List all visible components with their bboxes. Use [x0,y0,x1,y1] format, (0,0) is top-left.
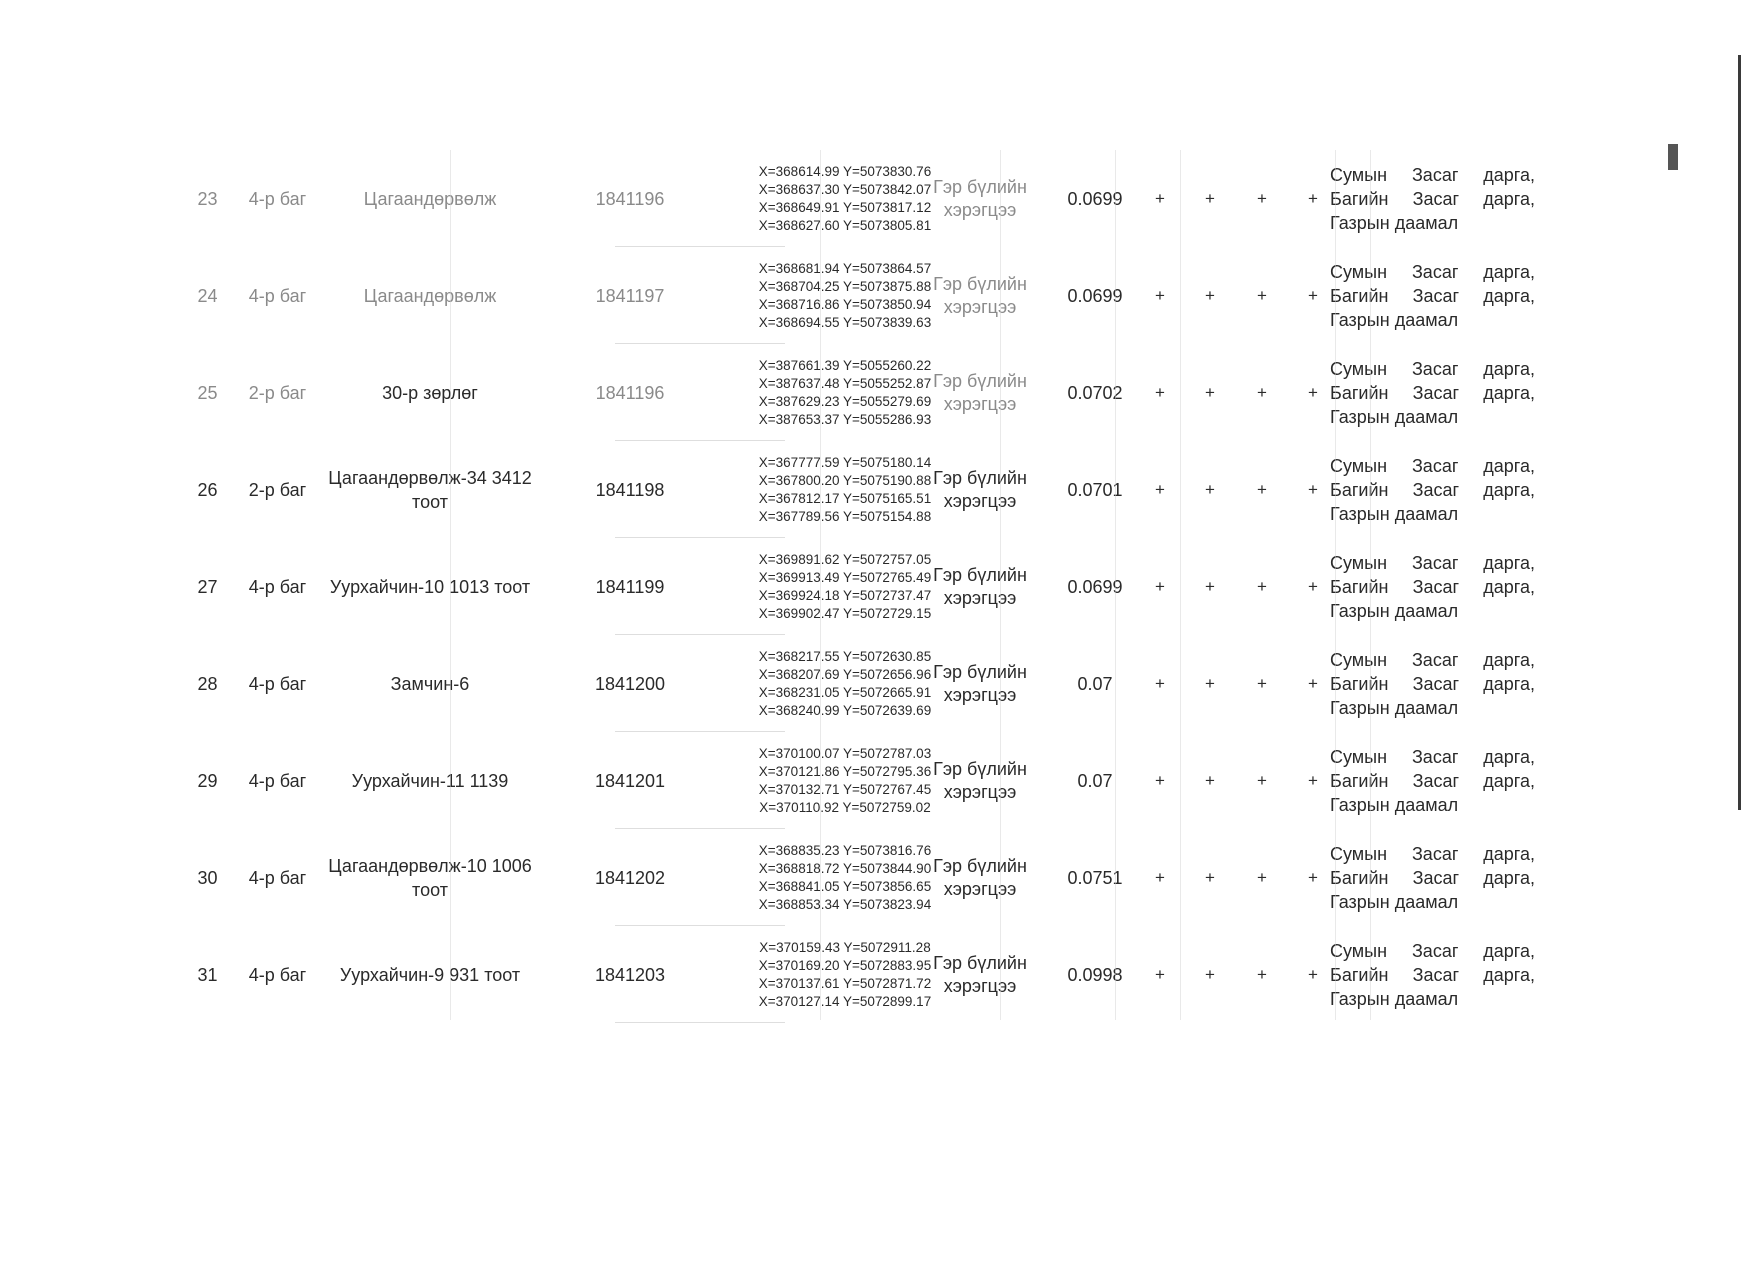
coordinate-line: X=368614.99 Y=5073830.76 [758,164,932,179]
responsible-word: дарга, [1483,674,1535,694]
purpose-cell: Гэр бүлийн хэрэгцээ [933,856,1027,899]
responsible-word: дарга, [1483,165,1535,185]
responsible-word: Багийн [1330,771,1389,791]
responsible-line [1330,187,1535,211]
location-name-cell: Цагаандөрвөлж-34 3412 тоот [328,468,532,512]
responsible-word: Газрын даамал [1330,213,1459,233]
responsible-word: Засаг [1412,189,1460,209]
responsible-word: Засаг [1411,359,1459,379]
table-row [185,635,1535,733]
purpose-cell: Гэр бүлийн хэрэгцээ [933,371,1027,414]
responsible-word: Газрын даамал [1330,407,1459,427]
coordinate-line: X=370121.86 Y=5072795.36 [758,764,932,779]
responsible-word: Засаг [1411,747,1459,767]
mark-cell-2: + [1205,286,1215,305]
responsible-line [1330,599,1535,623]
area-cell: 0.0701 [1067,479,1123,500]
responsible-line [1330,551,1535,575]
coordinate-line: X=387653.37 Y=5055286.93 [758,412,932,427]
responsible-line [1330,454,1535,478]
purpose-cell: Гэр бүлийн хэрэгцээ [933,759,1027,802]
coordinate-line: X=367800.20 Y=5075190.88 [758,473,932,488]
bag-cell: 4-р баг [248,964,307,985]
area-cell: 0.0702 [1067,382,1123,403]
responsible-word: Багийн [1330,480,1389,500]
bag-cell: 4-р баг [248,576,307,597]
column-divider [820,150,821,1020]
mark-cell-4: + [1308,480,1318,499]
responsible-cell [1330,150,1535,248]
responsible-word: дарга, [1483,286,1535,306]
responsible-word: Багийн [1330,189,1389,209]
mark-cell-3: + [1257,771,1267,790]
responsible-word: Багийн [1330,965,1389,985]
coordinate-line: X=367777.59 Y=5075180.14 [758,455,932,470]
responsible-cell [1330,538,1535,636]
responsible-word: дарга, [1483,650,1535,670]
row-number: 29 [197,770,218,791]
parcel-id-cell: 1841196 [595,188,665,209]
responsible-cell [1330,635,1535,733]
row-number: 24 [197,285,218,306]
location-name-cell: Цагаандөрвөлж [363,189,497,209]
responsible-line [1330,648,1535,672]
coordinate-line: X=369913.49 Y=5072765.49 [758,570,932,585]
mark-cell-4: + [1308,771,1318,790]
area-cell: 0.0998 [1067,964,1123,985]
responsible-word: Сумын [1330,941,1388,961]
table-row [185,926,1535,1024]
coordinate-line: X=368231.05 Y=5072665.91 [758,685,932,700]
location-name-cell: Замчин-6 [390,674,470,694]
row-number: 23 [197,188,218,209]
responsible-line [1330,308,1535,332]
responsible-word: Засаг [1412,383,1460,403]
table-row [185,150,1535,248]
mark-cell-1: + [1155,286,1165,305]
bag-cell: 4-р баг [248,285,307,306]
responsible-word: Засаг [1412,577,1460,597]
table-row [185,732,1535,830]
responsible-word: Засаг [1411,553,1459,573]
mark-cell-3: + [1257,674,1267,693]
coordinate-line: X=368649.91 Y=5073817.12 [758,200,932,215]
mark-cell-1: + [1155,868,1165,887]
mark-cell-3: + [1257,965,1267,984]
mark-cell-2: + [1205,771,1215,790]
responsible-word: Засаг [1412,286,1460,306]
responsible-word: Засаг [1411,844,1459,864]
column-divider [1000,150,1001,1020]
location-name-cell: Цагаандөрвөлж [363,286,497,306]
purpose-cell: Гэр бүлийн хэрэгцээ [933,177,1027,220]
responsible-word: Багийн [1330,286,1389,306]
responsible-word: Сумын [1330,747,1388,767]
mark-cell-2: + [1205,383,1215,402]
responsible-word: дарга, [1483,553,1535,573]
responsible-line [1330,672,1535,696]
coordinate-line: X=370100.07 Y=5072787.03 [758,746,932,761]
responsible-word: дарга, [1483,965,1535,985]
purpose-cell: Гэр бүлийн хэрэгцээ [933,274,1027,317]
row-number: 27 [197,576,218,597]
responsible-line [1330,866,1535,890]
responsible-word: Засаг [1412,771,1460,791]
responsible-word: Сумын [1330,844,1388,864]
responsible-word: дарга, [1483,262,1535,282]
responsible-word: Багийн [1330,383,1389,403]
parcel-id-cell: 1841201 [594,770,666,791]
responsible-word: Сумын [1330,650,1388,670]
area-cell: 0.0699 [1067,576,1123,597]
coordinate-line: X=367789.56 Y=5075154.88 [758,509,932,524]
responsible-line [1330,260,1535,284]
row-number: 31 [197,964,218,985]
coordinate-line: X=368835.23 Y=5073816.76 [758,843,932,858]
coordinate-line: X=368853.34 Y=5073823.94 [758,897,932,912]
coordinate-line: X=369902.47 Y=5072729.15 [758,606,932,621]
area-cell: 0.0751 [1067,867,1123,888]
responsible-cell [1330,926,1535,1024]
mark-cell-4: + [1308,383,1318,402]
responsible-word: Засаг [1412,674,1460,694]
responsible-line [1330,405,1535,429]
scan-edge-mark [1668,144,1678,170]
bag-cell: 4-р баг [248,673,307,694]
mark-cell-4: + [1308,286,1318,305]
coordinate-line: X=370169.20 Y=5072883.95 [758,958,932,973]
responsible-word: Газрын даамал [1330,601,1459,621]
parcel-id-cell: 1841199 [595,576,665,597]
responsible-word: Засаг [1412,480,1460,500]
responsible-word: Багийн [1330,868,1389,888]
responsible-word: Багийн [1330,674,1389,694]
responsible-cell [1330,732,1535,830]
column-divider [1335,150,1336,1020]
row-number: 28 [197,673,218,694]
coordinate-line: X=368627.60 Y=5073805.81 [758,218,932,233]
responsible-word: Газрын даамал [1330,698,1459,718]
mark-cell-1: + [1155,189,1165,208]
responsible-line [1330,357,1535,381]
row-number: 26 [197,479,218,500]
scan-edge-line [1738,55,1741,810]
column-divider [1180,150,1181,1020]
parcel-id-cell: 1841202 [594,867,666,888]
table-row [185,247,1535,345]
row-number: 25 [197,382,218,403]
responsible-cell [1330,441,1535,539]
coordinate-line: X=367812.17 Y=5075165.51 [758,491,932,506]
responsible-word: Сумын [1330,165,1388,185]
coordinate-line: X=387637.48 Y=5055252.87 [758,376,932,391]
responsible-cell [1330,247,1535,345]
mark-cell-4: + [1308,965,1318,984]
mark-cell-4: + [1308,868,1318,887]
area-cell: 0.0699 [1067,188,1123,209]
mark-cell-1: + [1155,965,1165,984]
responsible-word: Газрын даамал [1330,795,1459,815]
responsible-word: дарга, [1483,868,1535,888]
responsible-line [1330,793,1535,817]
responsible-word: Засаг [1411,650,1459,670]
table-row [185,344,1535,442]
responsible-word: дарга, [1483,771,1535,791]
coordinate-line: X=370132.71 Y=5072767.45 [758,782,932,797]
responsible-line [1330,381,1535,405]
mark-cell-4: + [1308,577,1318,596]
responsible-word: дарга, [1483,189,1535,209]
responsible-line [1330,575,1535,599]
bag-cell: 4-р баг [248,867,307,888]
coordinate-line: X=368637.30 Y=5073842.07 [758,182,932,197]
mark-cell-2: + [1205,577,1215,596]
responsible-line [1330,987,1535,1011]
coordinate-line: X=369891.62 Y=5072757.05 [758,552,932,567]
parcel-id-cell: 1841197 [595,285,665,306]
location-name-cell: 30-р зөрлөг [382,383,478,403]
mark-cell-1: + [1155,771,1165,790]
bag-cell: 4-р баг [248,770,307,791]
mark-cell-2: + [1205,674,1215,693]
bag-cell: 2-р баг [248,479,307,500]
coordinate-line: X=368681.94 Y=5073864.57 [758,261,932,276]
responsible-word: Газрын даамал [1330,892,1459,912]
purpose-cell: Гэр бүлийн хэрэгцээ [933,953,1027,996]
coordinate-line: X=387629.23 Y=5055279.69 [758,394,932,409]
table-row [185,441,1535,539]
responsible-word: дарга, [1483,941,1535,961]
area-cell: 0.07 [1077,770,1113,791]
coordinate-line: X=368207.69 Y=5072656.96 [758,667,932,682]
row-divider [615,1022,785,1023]
purpose-cell: Гэр бүлийн хэрэгцээ [933,662,1027,705]
mark-cell-2: + [1205,965,1215,984]
responsible-word: Сумын [1330,262,1388,282]
mark-cell-3: + [1257,286,1267,305]
purpose-cell: Гэр бүлийн хэрэгцээ [933,468,1027,511]
responsible-cell [1330,344,1535,442]
responsible-line [1330,963,1535,987]
responsible-line [1330,696,1535,720]
coordinate-line: X=368694.55 Y=5073839.63 [758,315,932,330]
responsible-line [1330,284,1535,308]
table-row [185,538,1535,636]
responsible-word: дарга, [1483,480,1535,500]
responsible-word: Газрын даамал [1330,310,1459,330]
coordinate-line: X=368240.99 Y=5072639.69 [758,703,932,718]
coordinate-line: X=370110.92 Y=5072759.02 [759,800,931,815]
responsible-word: Засаг [1411,456,1459,476]
parcel-id-cell: 1841196 [595,382,665,403]
parcel-id-cell: 1841200 [594,673,666,694]
mark-cell-4: + [1308,674,1318,693]
purpose-cell: Гэр бүлийн хэрэгцээ [933,565,1027,608]
mark-cell-3: + [1257,577,1267,596]
coordinate-line: X=370159.43 Y=5072911.28 [759,940,931,955]
responsible-word: Засаг [1411,165,1459,185]
responsible-line [1330,769,1535,793]
responsible-line [1330,163,1535,187]
responsible-word: дарга, [1483,359,1535,379]
mark-cell-2: + [1205,868,1215,887]
responsible-line [1330,890,1535,914]
mark-cell-2: + [1205,189,1215,208]
responsible-word: Засаг [1411,941,1459,961]
parcel-id-cell: 1841198 [595,479,665,500]
coordinate-line: X=368704.25 Y=5073875.88 [758,279,932,294]
coordinate-line: X=387661.39 Y=5055260.22 [758,358,932,373]
responsible-word: дарга, [1483,456,1535,476]
mark-cell-1: + [1155,674,1165,693]
mark-cell-3: + [1257,480,1267,499]
responsible-word: Багийн [1330,577,1389,597]
coordinate-line: X=370137.61 Y=5072871.72 [758,976,932,991]
mark-cell-1: + [1155,577,1165,596]
location-name-cell: Уурхайчин-10 1013 тоот [329,577,531,597]
responsible-word: Сумын [1330,553,1388,573]
bag-cell: 4-р баг [248,188,307,209]
column-divider [1115,150,1116,1020]
coordinate-line: X=369924.18 Y=5072737.47 [758,588,932,603]
column-divider [1370,150,1371,1020]
coordinate-line: X=370127.14 Y=5072899.17 [758,994,932,1009]
responsible-line [1330,939,1535,963]
responsible-line [1330,842,1535,866]
area-cell: 0.0699 [1067,285,1123,306]
mark-cell-1: + [1155,383,1165,402]
coordinate-line: X=368716.86 Y=5073850.94 [758,297,932,312]
responsible-word: Сумын [1330,456,1388,476]
mark-cell-3: + [1257,868,1267,887]
column-divider [450,150,451,1020]
responsible-word: Засаг [1412,965,1460,985]
area-cell: 0.07 [1077,673,1113,694]
table-row [185,829,1535,927]
responsible-cell [1330,829,1535,927]
responsible-word: Засаг [1412,868,1460,888]
mark-cell-3: + [1257,189,1267,208]
responsible-word: Газрын даамал [1330,504,1459,524]
responsible-word: дарга, [1483,577,1535,597]
responsible-line [1330,211,1535,235]
location-name-cell: Уурхайчин-11 1139 [351,771,509,791]
responsible-line [1330,745,1535,769]
responsible-word: Засаг [1411,262,1459,282]
responsible-word: Сумын [1330,359,1388,379]
responsible-line [1330,502,1535,526]
mark-cell-4: + [1308,189,1318,208]
coordinate-line: X=368217.55 Y=5072630.85 [758,649,932,664]
responsible-word: дарга, [1483,844,1535,864]
responsible-word: дарга, [1483,747,1535,767]
responsible-line [1330,478,1535,502]
responsible-word: дарга, [1483,383,1535,403]
mark-cell-2: + [1205,480,1215,499]
parcel-id-cell: 1841203 [594,964,666,985]
mark-cell-3: + [1257,383,1267,402]
mark-cell-1: + [1155,480,1165,499]
coordinate-line: X=368841.05 Y=5073856.65 [758,879,932,894]
bag-cell: 2-р баг [248,382,307,403]
location-name-cell: Цагаандөрвөлж-10 1006 тоот [328,856,532,900]
row-number: 30 [197,867,218,888]
responsible-word: Газрын даамал [1330,989,1459,1009]
location-name-cell: Уурхайчин-9 931 тоот [339,965,521,985]
coordinate-line: X=368818.72 Y=5073844.90 [758,861,932,876]
